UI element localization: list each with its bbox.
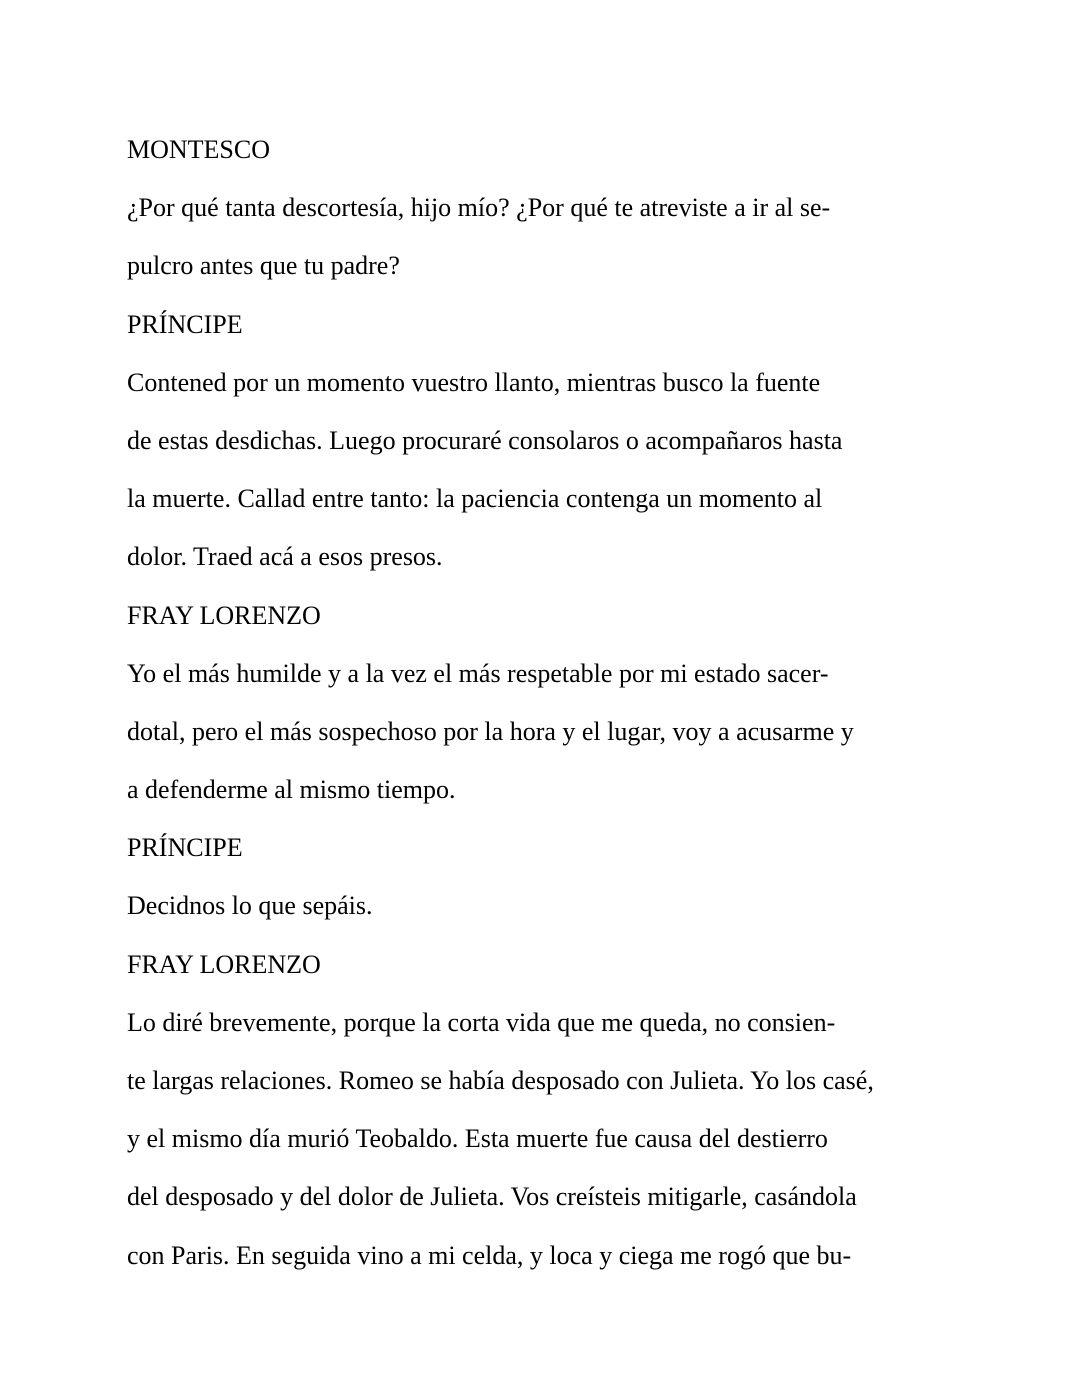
speaker-name: FRAY LORENZO (127, 600, 321, 630)
dialogue-line: Contened por un momento vuestro llanto, mientras busco la fuente (127, 367, 821, 397)
dialogue-line: Yo el más humilde y a la vez el más respetable por mi estado sacer- (127, 658, 829, 688)
speaker-name: PRÍNCIPE (127, 833, 243, 863)
dialogue-line: de estas desdichas. Luego procuraré consolaros o acompañaros hasta (127, 425, 843, 455)
speaker-name: FRAY LORENZO (127, 949, 321, 979)
dialogue-line: la muerte. Callad entre tanto: la paciencia contenga un momento al (127, 484, 823, 514)
dialogue-line: con Paris. En seguida vino a mi celda, y loca y ciega me rogó que bu- (127, 1240, 852, 1270)
dialogue-line: a defenderme al mismo tiempo. (127, 775, 456, 805)
dialogue-line: Decidnos lo que sepáis. (127, 891, 373, 921)
dialogue-line: Lo diré brevemente, porque la corta vida que me queda, no consien- (127, 1007, 836, 1037)
speaker-name: MONTESCO (127, 135, 271, 164)
dialogue-line: y el mismo día murió Teobaldo. Esta muerte fue causa del destierro (127, 1124, 828, 1154)
dialogue-line: dotal, pero el más sospechoso por la hora y el lugar, voy a acusarme y (127, 716, 854, 746)
dialogue-line: pulcro antes que tu padre? (127, 251, 400, 281)
dialogue-line: ¿Por qué tanta descortesía, hijo mío? ¿Por qué te atreviste a ir al se- (127, 193, 831, 223)
document-body (127, 121, 927, 1285)
speaker-name: PRÍNCIPE (127, 309, 243, 339)
dialogue-line: te largas relaciones. Romeo se había desposado con Julieta. Yo los casé, (127, 1066, 874, 1095)
dialogue-line: dolor. Traed acá a esos presos. (127, 542, 443, 572)
dialogue-line: del desposado y del dolor de Julieta. Vos creísteis mitigarle, casándola (127, 1182, 857, 1212)
